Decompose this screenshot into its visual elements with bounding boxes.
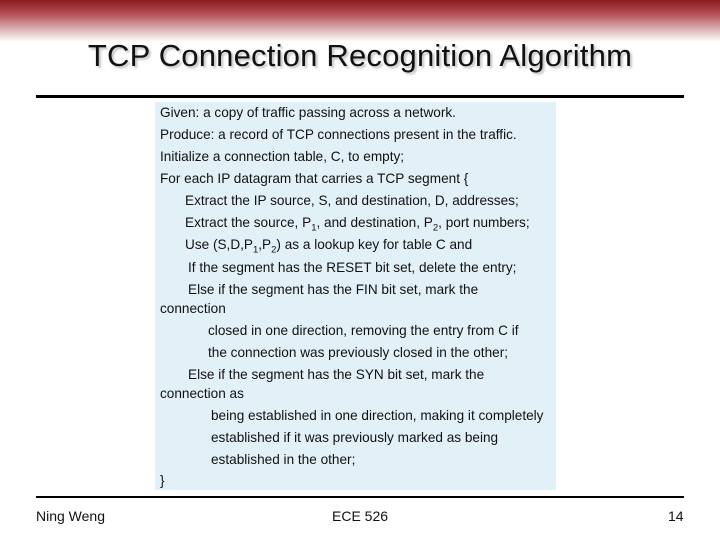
subscript: 1 — [252, 244, 259, 256]
algo-line-connection-as: connection as — [160, 386, 244, 401]
title-divider — [36, 95, 684, 98]
subscript: 1 — [311, 222, 317, 234]
algo-line-conn-prev: the connection was previously closed in the other; — [208, 345, 508, 360]
algo-line-init: Initialize a connection table, C, to empty; — [160, 149, 405, 164]
footer-course: ECE 526 — [332, 508, 389, 524]
text-segment: ) as a lookup key for table C and — [276, 237, 473, 252]
algo-line-use-key — [185, 237, 472, 259]
subscript: 2 — [271, 244, 277, 256]
text-segment: , and destination, P — [316, 215, 433, 230]
algo-line-extract-addr: Extract the IP source, S, and destination, D, addresses; — [185, 193, 519, 208]
algo-line-produce: Produce: a record of TCP connections present in the traffic. — [160, 127, 517, 142]
algo-line-being-est: being established in one direction, making it completely — [211, 408, 544, 423]
footer-divider — [36, 496, 684, 498]
subscript: 2 — [432, 222, 439, 234]
algo-line-else-syn: Else if the segment has the SYN bit set, mark the — [188, 367, 485, 382]
algo-line-est-if: established if it was previously marked as being — [211, 430, 499, 445]
footer-page-number: 14 — [668, 508, 684, 524]
algo-line-closed-dir: closed in one direction, removing the entry from C if — [208, 323, 519, 338]
text-segment: Use (S,D,P — [185, 237, 253, 252]
algo-line-if-reset: If the segment has the RESET bit set, delete the entry; — [188, 260, 517, 275]
algo-line-connection: connection — [160, 301, 226, 316]
slide-title: TCP Connection Recognition Algorithm — [87, 38, 633, 73]
text-segment: , port numbers; — [438, 215, 530, 230]
algo-line-foreach: For each IP datagram that carries a TCP segment { — [160, 171, 469, 186]
algo-line-given: Given: a copy of traffic passing across a network. — [160, 105, 456, 120]
footer-author: Ning Weng — [36, 508, 106, 524]
algo-line-else-fin: Else if the segment has the FIN bit set, mark the — [188, 282, 479, 297]
algorithm-box — [155, 102, 556, 490]
text-segment: Extract the source, P — [185, 215, 312, 230]
algo-line-extract-ports — [185, 215, 530, 237]
algo-line-est-other: established in the other; — [211, 452, 356, 467]
algo-line-close-brace: } — [160, 473, 165, 488]
text-segment: ,P — [258, 237, 272, 252]
header-gradient-band — [0, 0, 720, 42]
